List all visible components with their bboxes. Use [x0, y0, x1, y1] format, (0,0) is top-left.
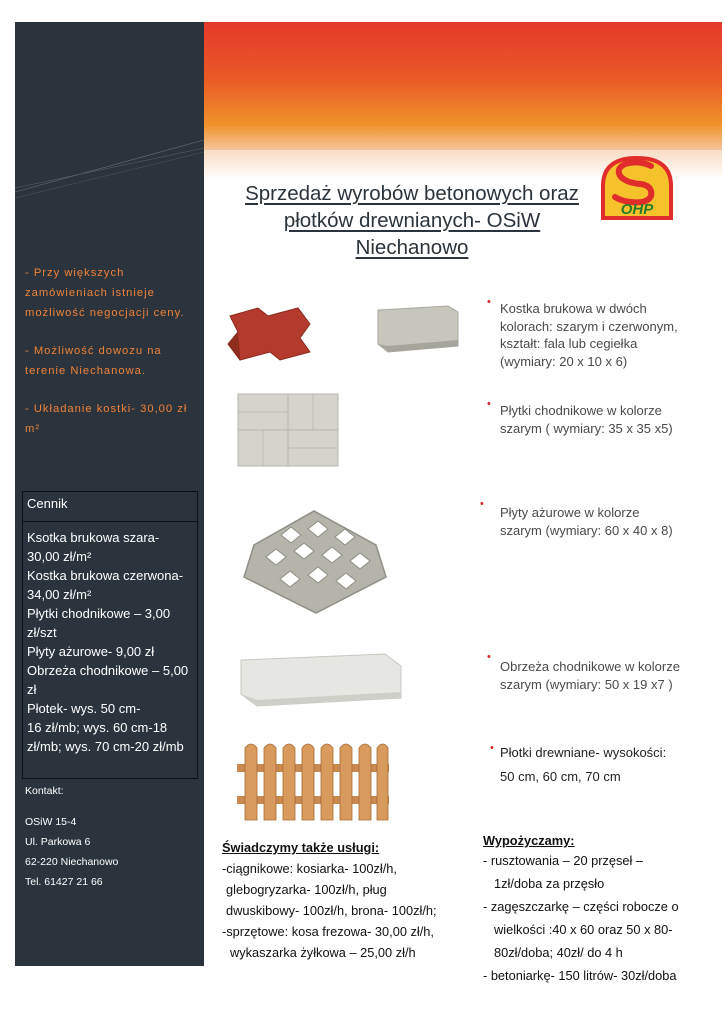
- services-line: glebogryzarka- 100zł/h, pług: [226, 882, 387, 897]
- curb-image: [237, 648, 405, 717]
- price-item: zł/szt: [27, 625, 57, 640]
- services-line: wykaszarka żyłkowa – 25,00 zł/h: [230, 945, 416, 960]
- desc-line: szarym (wymiary: 50 x 19 x7 ): [500, 676, 673, 692]
- desc-line: szarym ( wymiary: 35 x 35 x5): [500, 420, 673, 436]
- desc-line: Płytki chodnikowe w kolorze: [500, 403, 662, 418]
- price-list: [22, 491, 198, 779]
- desc-line: (wymiary: 20 x 10 x 6): [500, 353, 628, 369]
- contact-line: OSiW 15-4: [25, 816, 77, 828]
- bullet-icon: •: [480, 498, 484, 510]
- ohp-logo: [595, 152, 679, 224]
- contact-label: Kontakt:: [25, 785, 64, 797]
- desc-line: 50 cm, 60 cm, 70 cm: [500, 769, 621, 784]
- services-heading: Świadczymy także usługi:: [222, 840, 380, 855]
- rental-line: - zagęszczarkę – części robocze o: [483, 899, 679, 914]
- services-line: -ciągnikowe: kosiarka- 100zł/h,: [222, 861, 397, 876]
- paving-stones-image: [218, 296, 473, 371]
- note-delivery: - Możliwość dowozu na terenie Niechanowa.: [25, 345, 162, 377]
- product-desc-fence: [500, 741, 666, 789]
- product-desc-grass-pavers: [500, 504, 673, 539]
- services-line: -sprzętowe: kosa frezowa- 30,00 zł/h,: [222, 924, 434, 939]
- product-desc-curbs: [500, 658, 680, 693]
- desc-line: Obrzeża chodnikowe w kolorze: [500, 659, 680, 674]
- sidebar-diagonal-lines: [15, 140, 204, 220]
- bullet-icon: •: [487, 296, 491, 308]
- wooden-fence-image: [237, 738, 389, 829]
- desc-line: Kostka brukowa w dwóch: [500, 301, 647, 316]
- bullet-icon: •: [490, 742, 494, 754]
- rental-line: wielkości :40 x 60 oraz 50 x 80-: [494, 922, 673, 937]
- contact-block: [25, 781, 118, 892]
- price-list-heading: Cennik: [23, 492, 197, 522]
- desc-line: Płyty ażurowe w kolorze: [500, 505, 640, 520]
- price-item: Ksotka brukowa szara-: [27, 530, 160, 545]
- rental-line: - rusztowania – 20 przęseł –: [483, 853, 644, 868]
- contact-line: Ul. Parkowa 6: [25, 836, 91, 848]
- rental-section: [483, 833, 713, 987]
- product-desc-paving: [500, 300, 678, 370]
- rental-line: - betoniarkę- 150 litrów- 30zł/doba: [483, 968, 677, 983]
- rental-line: 80zł/doba; 40zł/ do 4 h: [494, 945, 623, 960]
- desc-line: szarym (wymiary: 60 x 40 x 8): [500, 522, 673, 538]
- bullet-icon: •: [487, 651, 491, 663]
- services-section: [222, 837, 477, 963]
- header-gradient-band: [204, 22, 722, 150]
- price-item: Płyty ażurowe- 9,00 zł: [27, 644, 155, 659]
- services-line: dwuskibowy- 100zł/h, brona- 100zł/h;: [226, 903, 437, 918]
- price-item: Obrzeża chodnikowe – 5,00: [27, 663, 189, 678]
- note-negotiation: - Przy większych zamówieniach istnieje możliwość negocjacji ceny.: [25, 267, 185, 319]
- logo-text: OHP: [620, 201, 654, 218]
- title-line: płotków drewnianych- OSiW: [283, 209, 541, 232]
- price-item: Płotek- wys. 50 cm-: [27, 701, 141, 716]
- page-title: [222, 180, 602, 261]
- price-item: 34,00 zł/m²: [27, 587, 92, 602]
- sidebar-notes: [25, 263, 200, 457]
- sidewalk-tiles-image: [232, 390, 344, 477]
- rental-line: 1zł/doba za przęsło: [494, 876, 605, 891]
- title-line: Niechanowo: [355, 236, 469, 259]
- rental-heading: Wypożyczamy:: [483, 833, 575, 848]
- price-item: 16 zł/mb; wys. 60 cm-18: [27, 720, 168, 735]
- contact-line: 62-220 Niechanowo: [25, 856, 119, 868]
- desc-line: Płotki drewniane- wysokości:: [500, 745, 667, 760]
- product-desc-tiles: [500, 402, 673, 437]
- desc-line: kolorach: szarym i czerwonym,: [500, 318, 678, 334]
- price-item: 30,00 zł/m²: [27, 549, 92, 564]
- contact-phone: Tel. 61427 21 66: [25, 876, 103, 888]
- price-item: Kostka brukowa czerwona-: [27, 568, 184, 583]
- title-line: Sprzedaż wyrobów betonowych oraz: [245, 182, 579, 205]
- note-laying: - Układanie kostki- 30,00 zł m²: [25, 403, 188, 435]
- desc-line: kształt: fala lub cegiełka: [500, 336, 638, 351]
- bullet-icon: •: [487, 398, 491, 410]
- price-item: Płytki chodnikowe – 3,00: [27, 606, 171, 621]
- price-item: zł: [27, 682, 37, 697]
- grass-pavers-image: [236, 505, 394, 622]
- price-item: zł/mb; wys. 70 cm-20 zł/mb: [27, 739, 184, 754]
